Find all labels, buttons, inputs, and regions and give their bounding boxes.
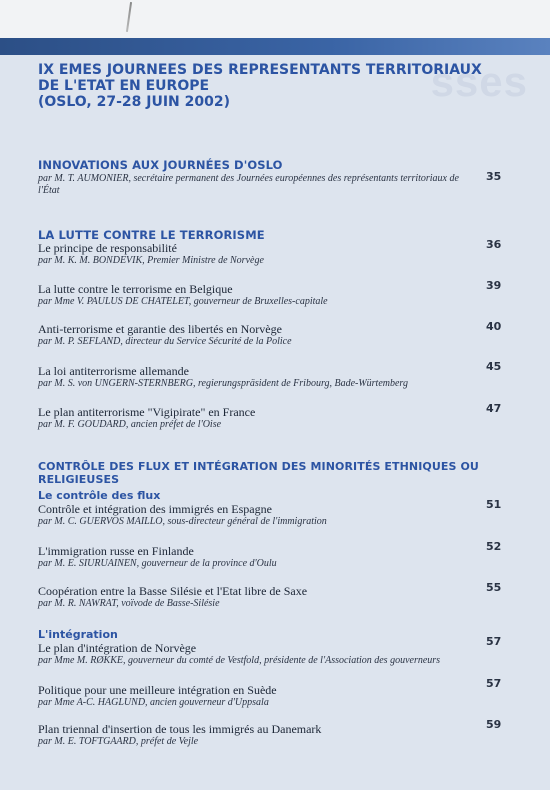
- entry-title: Le principe de responsabilité: [38, 241, 177, 255]
- page-number: 36: [486, 238, 502, 251]
- title-line-2: DE L'ETAT EN EUROPE: [38, 78, 210, 94]
- entry-author: par M. R. NAWRAT, voïvode de Basse-Silésie: [38, 598, 220, 609]
- toc-entry[interactable]: [38, 241, 508, 267]
- entry-title: Politique pour une meilleure intégration en Suède: [38, 683, 277, 697]
- section-heading-terrorisme: LA LUTTE CONTRE LE TERRORISME: [38, 228, 265, 242]
- entry-title: Anti-terrorisme et garantie des libertés en Norvège: [38, 322, 282, 336]
- entry-author: par M. K. M. BONDEVIK, Premier Ministre de Norvège: [38, 255, 264, 266]
- entry-author: par M. F. GOUDARD, ancien préfet de l'Oise: [38, 419, 222, 430]
- page-number: 59: [486, 718, 502, 731]
- header-band: [0, 38, 550, 55]
- page-number: 55: [486, 581, 502, 594]
- page-number: 40: [486, 320, 502, 333]
- page-number: 57: [486, 635, 502, 648]
- entry-author: par M. E. TOFTGAARD, préfet de Vejle: [38, 736, 199, 747]
- page-title: [38, 62, 508, 110]
- title-line-1: IX EMES JOURNEES DES REPRESENTANTS TERRITORIAUX: [38, 62, 482, 78]
- toc-entry[interactable]: [38, 544, 508, 570]
- page-number: 47: [486, 402, 502, 415]
- entry-title: Le plan antiterrorisme "Vigipirate" en France: [38, 405, 256, 419]
- page-top-margin: [0, 0, 550, 38]
- entry-author: par M. C. GUERVOS MAILLO, sous-directeur général de l'immigration: [38, 516, 327, 527]
- entry-author: par M. E. SIURUAINEN, gouverneur de la province d'Oulu: [38, 558, 277, 569]
- toc-entry[interactable]: [38, 584, 508, 610]
- toc-entry[interactable]: [38, 322, 508, 348]
- page-number: 45: [486, 360, 502, 373]
- entry-title: Coopération entre la Basse Silésie et l'Etat libre de Saxe: [38, 584, 308, 598]
- entry-title: La lutte contre le terrorisme en Belgique: [38, 282, 233, 296]
- toc-entry[interactable]: [38, 502, 508, 528]
- page-number: 57: [486, 677, 502, 690]
- entry-author: par M. S. von UNGERN-STERNBERG, regierungspräsident de Fribourg, Bade-Würtemberg: [38, 378, 408, 389]
- section-heading-flux: CONTRÔLE DES FLUX ET INTÉGRATION DES MINORITÉS ETHNIQUES OU RELIGIEUSES: [38, 460, 479, 486]
- entry-author: par Mme V. PAULUS DE CHATELET, gouverneur de Bruxelles-capitale: [38, 296, 328, 307]
- title-line-3: (OSLO, 27-28 JUIN 2002): [38, 94, 230, 110]
- toc-entry[interactable]: [38, 683, 508, 709]
- entry-author: par Mme A-C. HAGLUND, ancien gouverneur d'Uppsala: [38, 697, 269, 708]
- subsection-heading-integration: L'intégration: [38, 628, 118, 641]
- entry-title: Le plan d'intégration de Norvège: [38, 641, 197, 655]
- toc-entry[interactable]: [38, 405, 508, 431]
- toc-entry[interactable]: [38, 641, 508, 667]
- toc-entry[interactable]: [38, 173, 508, 197]
- entry-title: La loi antiterrorisme allemande: [38, 364, 189, 378]
- page-number: 39: [486, 279, 502, 292]
- entry-author: par M. P. SEFLAND, directeur du Service Sécurité de la Police: [38, 336, 292, 347]
- bleed-through-watermark: sses: [430, 58, 528, 105]
- toc-entry[interactable]: [38, 364, 508, 390]
- entry-author: par Mme M. RØKKE, gouverneur du comté de Vestfold, présidente de l'Association des gouverneurs: [38, 655, 441, 666]
- page-number: 35: [486, 170, 502, 183]
- entry-author: par M. T. AUMONIER, secrétaire permanent des Journées européennes des représentants territoriaux de l'État: [38, 173, 459, 196]
- page-number: 52: [486, 540, 502, 553]
- section-heading-innovations: INNOVATIONS AUX JOURNÉES D'OSLO: [38, 158, 283, 172]
- subsection-heading-controle: Le contrôle des flux: [38, 489, 161, 502]
- toc-entry[interactable]: [38, 722, 508, 748]
- entry-title: L'immigration russe en Finlande: [38, 544, 194, 558]
- entry-title: Plan triennal d'insertion de tous les immigrés au Danemark: [38, 722, 322, 736]
- toc-entry[interactable]: [38, 282, 508, 308]
- page-number: 51: [486, 498, 502, 511]
- entry-title: Contrôle et intégration des immigrés en Espagne: [38, 502, 272, 516]
